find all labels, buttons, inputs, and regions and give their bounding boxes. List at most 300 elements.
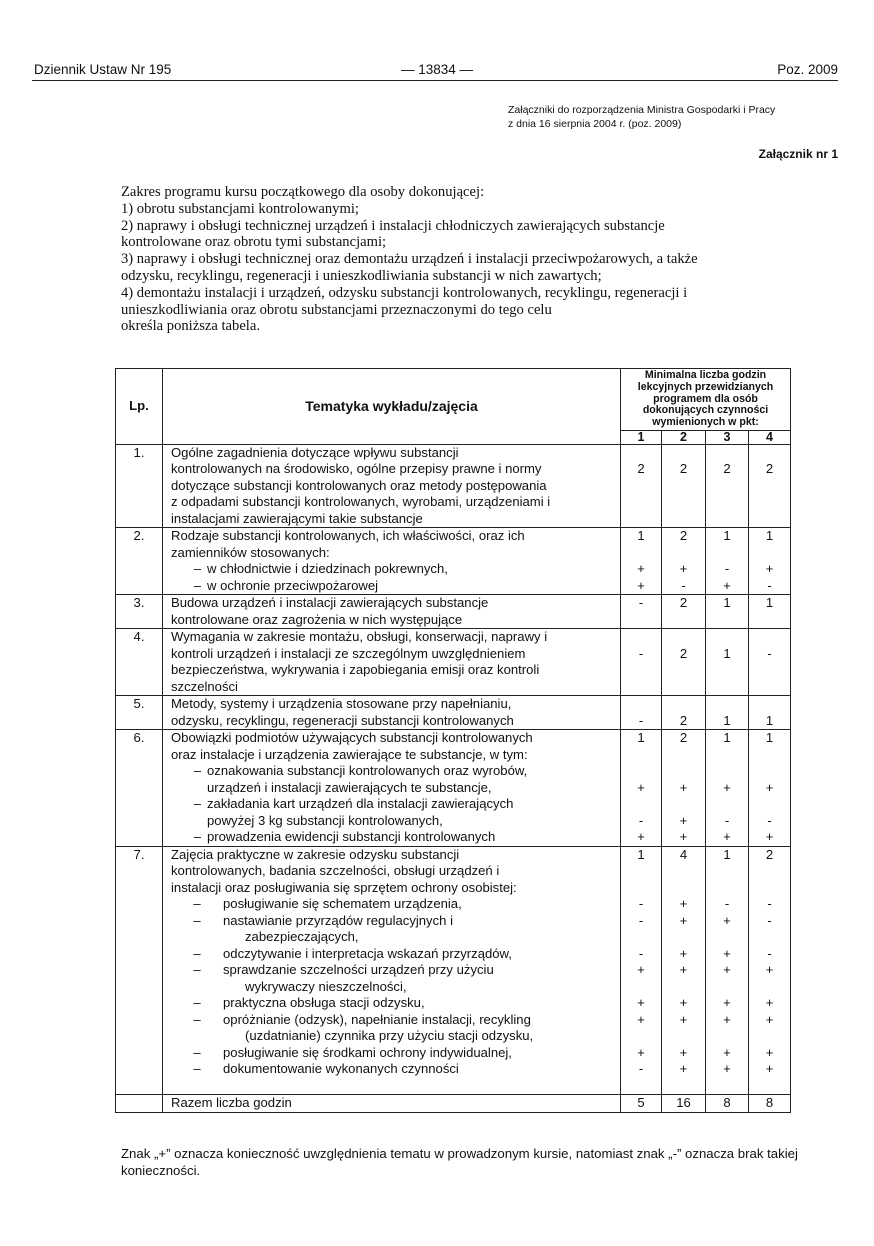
topic-text: kontrolowanych na środowisko, ogólne przepisy prawne i normy xyxy=(171,461,542,477)
topic-line xyxy=(171,946,616,963)
hours-value xyxy=(621,494,661,511)
topic-text: urządzeń i instalacji zawierających te substancje, xyxy=(207,779,492,795)
hours-value xyxy=(749,796,790,813)
hours-value xyxy=(621,863,661,880)
topic-line xyxy=(171,1061,616,1078)
topic-line xyxy=(171,813,616,830)
row-number: 5. xyxy=(116,696,163,730)
hours-value xyxy=(662,445,705,462)
hours-value: - xyxy=(638,1061,644,1077)
topic-text: nastawianie przyrządów regulacyjnych i xyxy=(223,912,453,928)
hours-value xyxy=(706,445,748,462)
header-col-number: 4 xyxy=(749,430,791,444)
topic-text: Ogólne zagadnienia dotyczące wpływu substancji xyxy=(171,444,459,460)
hours-value xyxy=(662,1028,705,1045)
hours-value xyxy=(706,629,748,646)
hours-value: + xyxy=(637,962,645,978)
hours-value xyxy=(621,880,661,897)
topic-line xyxy=(171,796,616,813)
row-topic xyxy=(163,528,621,595)
hours-cell xyxy=(621,528,662,595)
row-topic xyxy=(163,595,621,629)
hours-value xyxy=(749,1078,790,1095)
hours-value: - xyxy=(724,812,730,828)
hours-value xyxy=(662,662,705,679)
dash-bullet: – xyxy=(193,796,201,812)
hours-value: 2 xyxy=(679,461,688,477)
table-row xyxy=(116,696,791,730)
hours-value: + xyxy=(637,829,645,845)
hours-value xyxy=(749,494,790,511)
topic-text: wykrywaczy nieszczelności, xyxy=(245,978,407,994)
hours-value xyxy=(706,747,748,764)
topic-text: praktyczna obsługa stacji odzysku, xyxy=(223,995,425,1011)
hours-value: + xyxy=(723,577,731,593)
table-row xyxy=(116,444,791,528)
hours-value: - xyxy=(638,595,644,611)
hours-value: + xyxy=(679,1061,688,1077)
topic-line xyxy=(171,545,616,562)
hours-value: + xyxy=(765,1044,774,1060)
topic-line xyxy=(171,829,616,846)
row-topic xyxy=(163,444,621,528)
topic-text: odczytywanie i interpretacja wskazań przyrządów, xyxy=(223,945,512,961)
hours-cell xyxy=(621,595,662,629)
topic-text: kontrolowane oraz zagrożenia w nich występujące xyxy=(171,611,463,627)
hours-value: + xyxy=(679,779,688,795)
topic-line xyxy=(171,561,616,578)
hours-value: + xyxy=(679,912,688,928)
row-number: 7. xyxy=(116,846,163,1095)
hours-value: - xyxy=(638,645,644,661)
total-value: 16 xyxy=(662,1095,706,1113)
hours-value: + xyxy=(723,1044,731,1060)
topic-line xyxy=(171,929,616,946)
topic-line xyxy=(171,612,616,629)
hours-value xyxy=(706,494,748,511)
intro-line: 2) naprawy i obsługi technicznej urządzeń i instalacji chłodniczych zawierających substancje xyxy=(121,217,665,234)
topic-line xyxy=(171,629,616,646)
hours-cell xyxy=(621,696,662,730)
dash-bullet: – xyxy=(193,896,201,912)
dash-bullet: – xyxy=(193,1061,201,1077)
hours-value xyxy=(749,1028,790,1045)
hours-value: + xyxy=(637,577,645,593)
total-label: Razem liczba godzin xyxy=(163,1095,621,1113)
total-value: 8 xyxy=(749,1095,791,1113)
journal-title: Dziennik Ustaw Nr 195 xyxy=(34,62,172,77)
hours-value: + xyxy=(679,561,688,577)
hours-cell xyxy=(662,444,706,528)
hours-value: + xyxy=(679,962,688,978)
hours-value: + xyxy=(765,962,774,978)
topic-text: bezpieczeństwa, wykrywania i zapobiegania emisji oraz kontroli xyxy=(171,662,540,678)
topic-line xyxy=(171,528,616,545)
hours-value xyxy=(621,1028,661,1045)
topic-line xyxy=(171,713,616,730)
intro-line: 4) demontażu instalacji i urządzeń, odzysku substancji kontrolowanych, recyklingu, regeneracji i xyxy=(121,284,688,301)
topic-line xyxy=(171,1028,616,1045)
hours-value xyxy=(662,696,705,713)
hours-value: 1 xyxy=(637,730,645,746)
hours-value xyxy=(621,696,661,713)
table-row xyxy=(116,595,791,629)
hours-value: 4 xyxy=(679,846,688,862)
hours-value xyxy=(662,929,705,946)
course-program-table xyxy=(115,368,791,1113)
hours-cell xyxy=(662,846,706,1095)
hours-value xyxy=(706,545,748,562)
hours-value: 2 xyxy=(679,645,688,661)
hours-value: 2 xyxy=(679,528,688,544)
topic-text: posługiwanie się środkami ochrony indywidualnej, xyxy=(223,1044,512,1060)
topic-line xyxy=(171,445,616,462)
row-number: 3. xyxy=(116,595,163,629)
hours-cell xyxy=(749,629,791,696)
hours-value: - xyxy=(767,812,772,828)
hours-value xyxy=(662,494,705,511)
hours-value: 1 xyxy=(637,528,645,544)
hours-value: + xyxy=(679,812,688,828)
hours-value: + xyxy=(637,561,645,577)
hours-value: - xyxy=(638,945,644,961)
topic-text: kontrolowanych, badania szczelności, obsługi urządzeń i xyxy=(171,863,500,879)
hours-value: - xyxy=(724,561,730,577)
topic-text: Metody, systemy i urządzenia stosowane przy napełnianiu, xyxy=(171,696,512,712)
hours-value: - xyxy=(767,912,772,928)
hours-value xyxy=(662,478,705,495)
hours-value xyxy=(749,629,790,646)
intro-line: odzysku, recyklingu, regeneracji i unieszkodliwiania substancji w nich zawartych; xyxy=(121,267,602,284)
hours-value: - xyxy=(681,577,686,593)
topic-text: oraz instalacje i urządzenia zawierające te substancje, w tym: xyxy=(171,746,528,762)
hours-value xyxy=(749,747,790,764)
topic-line xyxy=(171,578,616,595)
hours-value xyxy=(749,612,790,629)
hours-value: + xyxy=(723,779,731,795)
topic-line xyxy=(171,747,616,764)
hours-value xyxy=(621,545,661,562)
hours-value xyxy=(706,1028,748,1045)
hours-value: 1 xyxy=(765,730,774,746)
header-col-number: 3 xyxy=(706,430,749,444)
row-topic xyxy=(163,730,621,847)
page-number: — 13834 — xyxy=(400,62,474,77)
topic-text: Budowa urządzeń i instalacji zawierających substancje xyxy=(171,595,489,611)
topic-text: Obowiązki podmiotów używających substancji kontrolowanych xyxy=(171,730,533,746)
hours-value xyxy=(621,478,661,495)
intro-line: kontrolowane oraz obrotu tymi substancjami; xyxy=(121,234,387,251)
hours-cell xyxy=(749,595,791,629)
hours-value xyxy=(749,545,790,562)
topic-text: dotyczące substancji kontrolowanych oraz metody postępowania xyxy=(171,477,547,493)
hours-value xyxy=(706,612,748,629)
hours-value xyxy=(621,445,661,462)
hours-cell xyxy=(621,730,662,847)
hours-value xyxy=(706,478,748,495)
hours-value xyxy=(621,662,661,679)
hours-value xyxy=(706,696,748,713)
hours-cell xyxy=(706,846,749,1095)
header-topic: Tematyka wykładu/zajęcia xyxy=(163,369,621,445)
hours-value: + xyxy=(637,1011,645,1027)
hours-value xyxy=(749,880,790,897)
topic-text: instalacji oraz posługiwania się sprzętem ochrony osobistej: xyxy=(171,879,517,895)
hours-value: + xyxy=(637,995,645,1011)
hours-value: 2 xyxy=(637,461,645,477)
hours-value: + xyxy=(765,829,774,845)
hours-value: + xyxy=(723,995,731,1011)
header-col-number: 1 xyxy=(621,430,662,444)
hours-value: 2 xyxy=(679,595,688,611)
hours-cell xyxy=(706,730,749,847)
hours-cell xyxy=(662,528,706,595)
hours-value: - xyxy=(724,896,730,912)
total-value: 8 xyxy=(706,1095,749,1113)
hours-value xyxy=(662,545,705,562)
header-divider xyxy=(32,80,838,81)
topic-line xyxy=(171,863,616,880)
topic-line xyxy=(171,763,616,780)
hours-value: + xyxy=(765,561,774,577)
hours-value xyxy=(706,662,748,679)
topic-text: zakładania kart urządzeń dla instalacji zawierających xyxy=(207,796,514,812)
hours-cell xyxy=(662,595,706,629)
hours-value: - xyxy=(767,945,772,961)
hours-cell xyxy=(621,846,662,1095)
table-row xyxy=(116,846,791,1095)
hours-value xyxy=(621,929,661,946)
hours-cell xyxy=(749,528,791,595)
hours-value xyxy=(706,679,748,696)
hours-cell xyxy=(706,629,749,696)
hours-value: + xyxy=(637,1044,645,1060)
topic-text: posługiwanie się schematem urządzenia, xyxy=(223,896,462,912)
topic-line xyxy=(171,1078,616,1095)
topic-text: Rodzaje substancji kontrolowanych, ich właściwości, oraz ich xyxy=(171,528,525,544)
table-row xyxy=(116,528,791,595)
hours-value xyxy=(662,679,705,696)
header-col-number: 2 xyxy=(662,430,706,444)
total-row xyxy=(116,1095,791,1113)
hours-value xyxy=(749,863,790,880)
hours-value xyxy=(749,511,790,528)
topic-text: Zajęcia praktyczne w zakresie odzysku substancji xyxy=(171,846,460,862)
hours-value xyxy=(621,979,661,996)
hours-value: + xyxy=(723,912,731,928)
hours-value xyxy=(621,763,661,780)
intro-line: określa poniższa tabela. xyxy=(121,318,260,335)
hours-value xyxy=(749,679,790,696)
hours-value: + xyxy=(723,829,731,845)
hours-value xyxy=(749,929,790,946)
topic-line xyxy=(171,979,616,996)
topic-line xyxy=(171,662,616,679)
hours-value: - xyxy=(767,645,772,661)
hours-value xyxy=(706,1078,748,1095)
hours-value: 1 xyxy=(637,846,645,862)
topic-line xyxy=(171,646,616,663)
intro-line: Zakres programu kursu początkowego dla osoby dokonującej: xyxy=(121,184,485,200)
topic-line xyxy=(171,595,616,612)
hours-cell xyxy=(706,528,749,595)
hours-cell xyxy=(749,696,791,730)
topic-text: (uzdatnianie) czynnika przy użyciu stacji odzysku, xyxy=(245,1028,534,1044)
hours-value: 1 xyxy=(723,595,731,611)
hours-value: + xyxy=(679,995,688,1011)
hours-value: 1 xyxy=(765,712,774,728)
hours-value xyxy=(662,763,705,780)
table-row xyxy=(116,629,791,696)
hours-value: 2 xyxy=(679,730,688,746)
hours-value xyxy=(706,929,748,946)
hours-value: 2 xyxy=(723,461,731,477)
header-lp: Lp. xyxy=(116,369,163,445)
hours-value: + xyxy=(723,1061,731,1077)
hours-value: 1 xyxy=(723,712,731,728)
topic-text: oznakowania substancji kontrolowanych oraz wyrobów, xyxy=(207,763,528,779)
hours-value xyxy=(662,1078,705,1095)
topic-line xyxy=(171,780,616,797)
dash-bullet: – xyxy=(193,763,201,779)
hours-value: + xyxy=(637,779,645,795)
topic-line xyxy=(171,995,616,1012)
hours-value: 1 xyxy=(723,528,731,544)
hours-value: 1 xyxy=(723,846,731,862)
hours-value xyxy=(621,612,661,629)
annex-note xyxy=(508,103,838,131)
topic-text: w chłodnictwie i dziedzinach pokrewnych, xyxy=(207,561,448,577)
topic-text: instalacjami zawierającymi takie substancje xyxy=(171,510,423,526)
hours-cell xyxy=(706,595,749,629)
intro-line: unieszkodliwiania oraz obrotu substancjami przeznaczonymi do tego celu xyxy=(121,301,552,318)
topic-text: dokumentowanie wykonanych czynności xyxy=(223,1061,459,1077)
annex-note-line: Załączniki do rozporządzenia Ministra Gospodarki i Pracy xyxy=(508,104,776,116)
hours-value xyxy=(749,979,790,996)
hours-cell xyxy=(706,696,749,730)
topic-text: Wymagania w zakresie montażu, obsługi, konserwacji, naprawy i xyxy=(171,629,548,645)
hours-value xyxy=(749,478,790,495)
hours-value: - xyxy=(767,896,772,912)
hours-value xyxy=(749,696,790,713)
topic-text: powyżej 3 kg substancji kontrolowanych, xyxy=(207,812,443,828)
topic-text: szczelności xyxy=(171,678,238,694)
hours-cell xyxy=(749,846,791,1095)
hours-value xyxy=(706,511,748,528)
hours-value xyxy=(706,880,748,897)
hours-value xyxy=(662,796,705,813)
hours-value xyxy=(706,863,748,880)
row-number: 6. xyxy=(116,730,163,847)
hours-value: + xyxy=(765,1011,774,1027)
total-value: 5 xyxy=(621,1095,662,1113)
hours-value xyxy=(749,763,790,780)
hours-value: + xyxy=(765,1061,774,1077)
topic-text: zamienników stosowanych: xyxy=(171,544,330,560)
hours-value: - xyxy=(638,912,644,928)
hours-value: 1 xyxy=(765,528,774,544)
hours-cell xyxy=(749,730,791,847)
topic-text: w ochronie przeciwpożarowej xyxy=(207,577,379,593)
topic-line xyxy=(171,730,616,747)
hours-value xyxy=(706,763,748,780)
topic-line xyxy=(171,511,616,528)
hours-value: - xyxy=(638,896,644,912)
hours-value: - xyxy=(638,712,644,728)
intro-line: 3) naprawy i obsługi technicznej oraz demontażu urządzeń i instalacji przeciwpożarowych, a także xyxy=(121,251,698,268)
hours-value: 1 xyxy=(765,595,774,611)
attachment-label: Załącznik nr 1 xyxy=(758,147,838,161)
topic-text: sprawdzanie szczelności urządzeń przy użyciu xyxy=(223,962,494,978)
hours-value: + xyxy=(679,945,688,961)
hours-cell xyxy=(749,444,791,528)
hours-cell xyxy=(621,629,662,696)
hours-value xyxy=(749,445,790,462)
hours-value xyxy=(621,629,661,646)
row-topic xyxy=(163,629,621,696)
hours-value: + xyxy=(765,779,774,795)
hours-value: + xyxy=(679,1011,688,1027)
row-number: 1. xyxy=(116,444,163,528)
footnote: Znak „+” oznacza konieczność uwzględnienia tematu w prowadzonym kursie, natomiast znak „-” oznacza brak takiej konieczności. xyxy=(121,1146,798,1178)
dash-bullet: – xyxy=(193,995,201,1011)
topic-line xyxy=(171,913,616,930)
row-topic xyxy=(163,696,621,730)
intro-text xyxy=(121,184,781,335)
hours-value: - xyxy=(767,577,772,593)
hours-value: 1 xyxy=(723,645,731,661)
topic-line xyxy=(171,478,616,495)
topic-line xyxy=(171,1045,616,1062)
hours-value xyxy=(706,979,748,996)
dash-bullet: – xyxy=(193,1044,201,1060)
hours-value: - xyxy=(638,812,644,828)
table-row xyxy=(116,730,791,847)
hours-value xyxy=(662,880,705,897)
dash-bullet: – xyxy=(193,577,201,593)
topic-line xyxy=(171,962,616,979)
hours-value xyxy=(662,979,705,996)
topic-text: opróżnianie (odzysk), napełnianie instalacji, recykling xyxy=(223,1011,531,1027)
hours-value: 2 xyxy=(679,712,688,728)
hours-cell xyxy=(706,444,749,528)
hours-value: + xyxy=(723,945,731,961)
hours-value xyxy=(662,629,705,646)
hours-value xyxy=(621,511,661,528)
hours-value xyxy=(749,662,790,679)
hours-value: + xyxy=(723,962,731,978)
hours-value xyxy=(621,679,661,696)
dash-bullet: – xyxy=(193,561,201,577)
dash-bullet: – xyxy=(193,945,201,961)
topic-line xyxy=(171,494,616,511)
annex-note-line: z dnia 16 sierpnia 2004 r. (poz. 2009) xyxy=(508,118,682,130)
hours-value xyxy=(706,796,748,813)
hours-cell xyxy=(662,696,706,730)
topic-line xyxy=(171,880,616,897)
topic-text: prowadzenia ewidencji substancji kontrolowanych xyxy=(207,829,496,845)
dash-bullet: – xyxy=(193,1011,201,1027)
position-number: Poz. 2009 xyxy=(777,62,838,77)
hours-value: 2 xyxy=(765,846,774,862)
hours-value xyxy=(621,747,661,764)
total-empty xyxy=(116,1095,163,1113)
row-topic xyxy=(163,846,621,1095)
hours-value xyxy=(621,1078,661,1095)
header-min-hours: Minimalna liczba godzin lekcyjnych przewidzianych programem dla osób dokonujących czynności wymienionych w pkt: xyxy=(621,369,791,431)
hours-value xyxy=(662,511,705,528)
topic-line xyxy=(171,696,616,713)
